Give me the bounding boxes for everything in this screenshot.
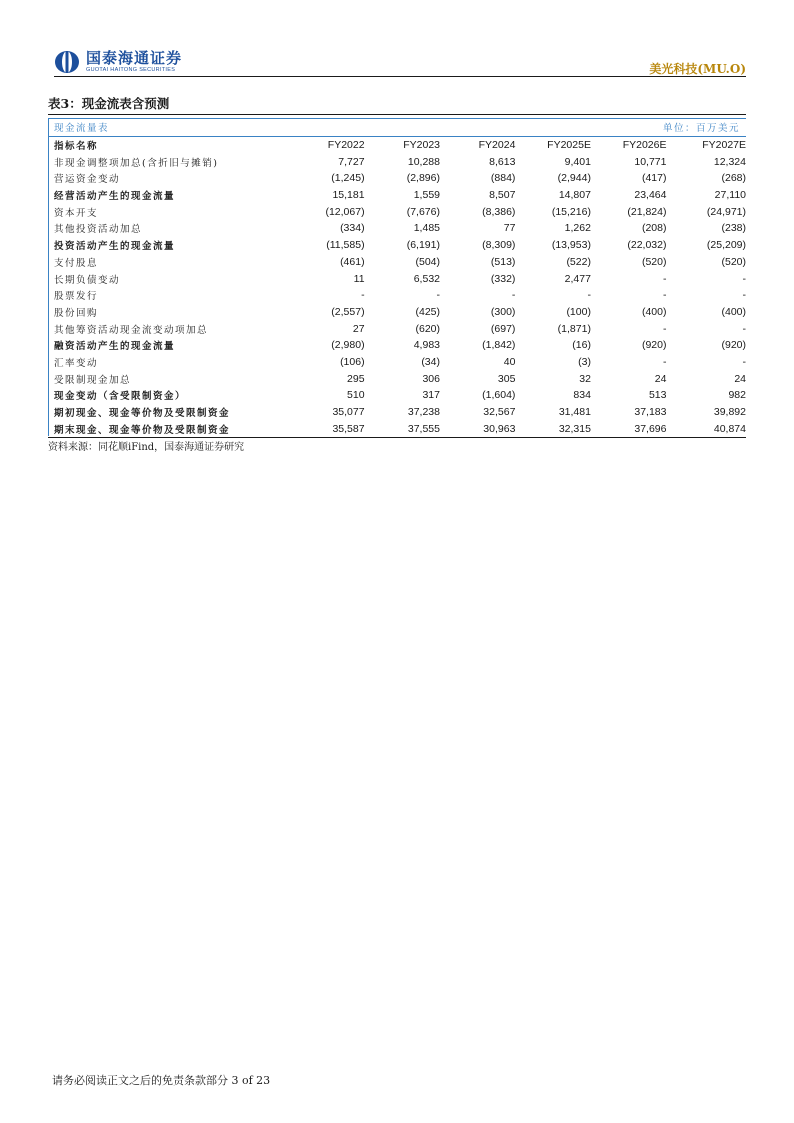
table-cell: (2,944): [557, 172, 591, 185]
table-cell: 24: [654, 372, 667, 385]
table-cell: 11: [353, 272, 365, 285]
table-cell: (268): [721, 172, 746, 185]
table-cell: (697): [490, 322, 516, 335]
row-label: 非现金调整项加总(含折旧与摊销): [54, 157, 219, 169]
column-header: FY2023: [403, 139, 440, 152]
table-cell: 35,587: [305, 420, 365, 437]
table-cell: 1,559: [413, 189, 440, 202]
table-cell: 834: [573, 389, 591, 402]
table-cell: 8,507: [489, 189, 516, 202]
row-label: 营运资金变动: [54, 174, 121, 186]
table-cell: -: [662, 272, 667, 285]
table-row: [48, 387, 746, 404]
table-left-border: [48, 118, 49, 436]
table-row: [48, 287, 746, 304]
table-cell: 317: [422, 389, 440, 402]
page-header: [54, 48, 746, 78]
title-divider: [48, 114, 746, 115]
header-divider: [54, 76, 746, 77]
table-cell: 32,567: [483, 406, 516, 419]
table-cell: (884): [490, 172, 516, 185]
table-cell: 1,262: [564, 222, 591, 235]
table-row: [48, 254, 746, 271]
table-cell: 40: [503, 355, 516, 368]
row-label: 其他投资活动加总: [54, 224, 143, 236]
table-cell: (920): [721, 339, 746, 352]
row-label: 期初现金、现金等价物及受限制资金: [54, 408, 231, 420]
row-label: 投资活动产生的现金流量: [54, 241, 176, 253]
table-cell: (2,896): [406, 172, 440, 185]
table-cell: 10,288: [407, 155, 440, 168]
table-cell: (522): [566, 255, 591, 268]
table-cell: (15,216): [551, 205, 591, 218]
table-cell: 39,892: [713, 406, 746, 419]
row-label: 期末现金、现金等价物及受限制资金: [48, 420, 305, 437]
table-row: [48, 203, 746, 220]
table-cell: (106): [340, 355, 365, 368]
table-row: [48, 337, 746, 354]
table-cell: 7,727: [338, 155, 365, 168]
table-cell: (2,557): [331, 305, 365, 318]
table-cell: 31,481: [558, 406, 591, 419]
table-cell: (12,067): [325, 205, 365, 218]
row-label: 融资活动产生的现金流量: [54, 341, 176, 353]
unit-row-left: 现金流量表: [48, 119, 305, 137]
source-note: 资料来源：同花顺iFind，国泰海通证券研究: [48, 442, 245, 453]
row-label: 股份回购: [54, 307, 99, 319]
table-cell: (34): [421, 355, 440, 368]
table-cell: (1,245): [331, 172, 365, 185]
unit-row: [48, 119, 746, 137]
table-cell: (513): [490, 255, 516, 268]
table-cell: 32,315: [515, 420, 591, 437]
column-header: FY2025E: [547, 139, 591, 152]
table-cell: -: [662, 355, 667, 368]
column-header: 指标名称: [54, 141, 99, 153]
row-label: 股票发行: [54, 291, 99, 303]
page-footer: 请务必阅读正文之后的免责条款部分 3 of 23: [52, 1074, 271, 1087]
table-cell: 982: [728, 389, 746, 402]
table-row: [48, 220, 746, 237]
table-row: [48, 153, 746, 170]
logo-mark-icon: [54, 49, 80, 75]
table-cell: -: [511, 289, 516, 302]
table-cell: 9,401: [564, 155, 591, 168]
column-header: FY2026E: [622, 139, 667, 152]
table-cell: 305: [497, 372, 516, 385]
table-cell: (3): [578, 355, 591, 368]
table-cell: (300): [490, 305, 516, 318]
table-cell: (7,676): [406, 205, 440, 218]
row-label: 长期负债变动: [54, 274, 121, 286]
table-cell: (22,032): [627, 239, 667, 252]
table-cell: (238): [721, 222, 746, 235]
table-cell: -: [742, 272, 746, 285]
table-cell: 23,464: [634, 189, 667, 202]
column-header: FY2027E: [702, 139, 746, 152]
table-cell: -: [742, 289, 746, 302]
table-cell: (13,953): [551, 239, 591, 252]
table-cell: 35,077: [332, 406, 365, 419]
row-label: 支付股息: [54, 257, 99, 269]
cash-flow-table: [48, 118, 746, 438]
company-logo: [54, 48, 182, 76]
row-label: 其他筹资活动现金流变动项加总: [54, 324, 209, 336]
logo-cn-text: 国泰海通证券: [86, 48, 183, 67]
table-cell: 37,183: [634, 406, 667, 419]
table-cell: (504): [415, 255, 440, 268]
table-row: [48, 420, 746, 437]
table-cell: 513: [648, 389, 667, 402]
table-cell: (920): [641, 339, 667, 352]
column-header: FY2024: [478, 139, 516, 152]
row-label: 受限制现金加总: [54, 374, 132, 386]
table-cell: 306: [422, 372, 440, 385]
table-cell: -: [436, 289, 440, 302]
table-row: [48, 170, 746, 187]
table-cell: (6,191): [406, 239, 440, 252]
table-cell: 40,874: [666, 420, 746, 437]
logo-en-text: GUOTAI HAITONG SECURITIES: [86, 66, 176, 73]
table-cell: 4,983: [413, 339, 440, 352]
table-cell: 2,477: [564, 272, 591, 285]
table-cell: 510: [347, 389, 365, 402]
stock-ticker: 美光科技(MU.O): [649, 62, 746, 76]
table-cell: 24: [734, 372, 746, 385]
table-cell: 37,555: [365, 420, 440, 437]
table-cell: (21,824): [627, 205, 667, 218]
table-cell: (461): [340, 255, 365, 268]
table-cell: -: [587, 289, 591, 302]
table-row: [48, 304, 746, 321]
table-cell: 15,181: [332, 189, 365, 202]
table-cell: (24,971): [706, 205, 746, 218]
row-label: 现金变动（含受限制资金）: [54, 391, 187, 403]
table-row: [48, 320, 746, 337]
table-cell: -: [742, 322, 746, 335]
table-cell: (1,604): [482, 389, 516, 402]
table-row: [48, 270, 746, 287]
table-cell: 6,532: [413, 272, 440, 285]
table-row: [48, 404, 746, 421]
column-header: FY2022: [327, 139, 365, 152]
table-cell: (208): [641, 222, 667, 235]
table-cell: (8,309): [482, 239, 516, 252]
table-cell: (400): [721, 305, 746, 318]
table-cell: (1,871): [557, 322, 591, 335]
table-row: [48, 370, 746, 387]
row-label: 资本开支: [54, 207, 99, 219]
table-cell: -: [662, 289, 667, 302]
row-label: 经营活动产生的现金流量: [54, 191, 176, 203]
table-cell: (417): [641, 172, 667, 185]
table-cell: (16): [572, 339, 591, 352]
table-cell: 8,613: [489, 155, 516, 168]
table-cell: (11,585): [326, 239, 365, 252]
table-title: 表3：现金流表含预测: [48, 96, 170, 111]
row-label: 汇率变动: [54, 357, 99, 369]
table-row: [48, 187, 746, 204]
table-cell: (25,209): [706, 239, 746, 252]
table-cell: (400): [641, 305, 667, 318]
table-cell: (2,980): [331, 339, 365, 352]
table-cell: (425): [415, 305, 440, 318]
table-row: [48, 354, 746, 371]
table-cell: 12,324: [713, 155, 746, 168]
table-row: [48, 237, 746, 254]
table-cell: (1,842): [482, 339, 516, 352]
table-cell: 10,771: [634, 155, 667, 168]
table-cell: (100): [566, 305, 591, 318]
table-cell: (334): [340, 222, 365, 235]
table-cell: 295: [347, 372, 365, 385]
table-cell: 37,238: [407, 406, 440, 419]
table-cell: (8,386): [482, 205, 516, 218]
table-cell: (520): [721, 255, 746, 268]
table-cell: 32: [579, 372, 591, 385]
table-cell: -: [361, 289, 365, 302]
table-cell: 1,485: [413, 222, 440, 235]
table-cell: (332): [490, 272, 516, 285]
unit-row-right: 单位：百万美元: [305, 119, 746, 137]
table-cell: 14,807: [558, 189, 591, 202]
table-cell: -: [662, 322, 667, 335]
table-cell: 37,696: [591, 420, 667, 437]
table-cell: -: [742, 355, 746, 368]
table-cell: (520): [641, 255, 667, 268]
table-cell: (620): [415, 322, 440, 335]
table-cell: 27,110: [714, 189, 746, 202]
table-cell: 30,963: [440, 420, 515, 437]
column-header-row: [48, 136, 746, 153]
table-cell: 27: [352, 322, 365, 335]
table-cell: 77: [503, 222, 516, 235]
